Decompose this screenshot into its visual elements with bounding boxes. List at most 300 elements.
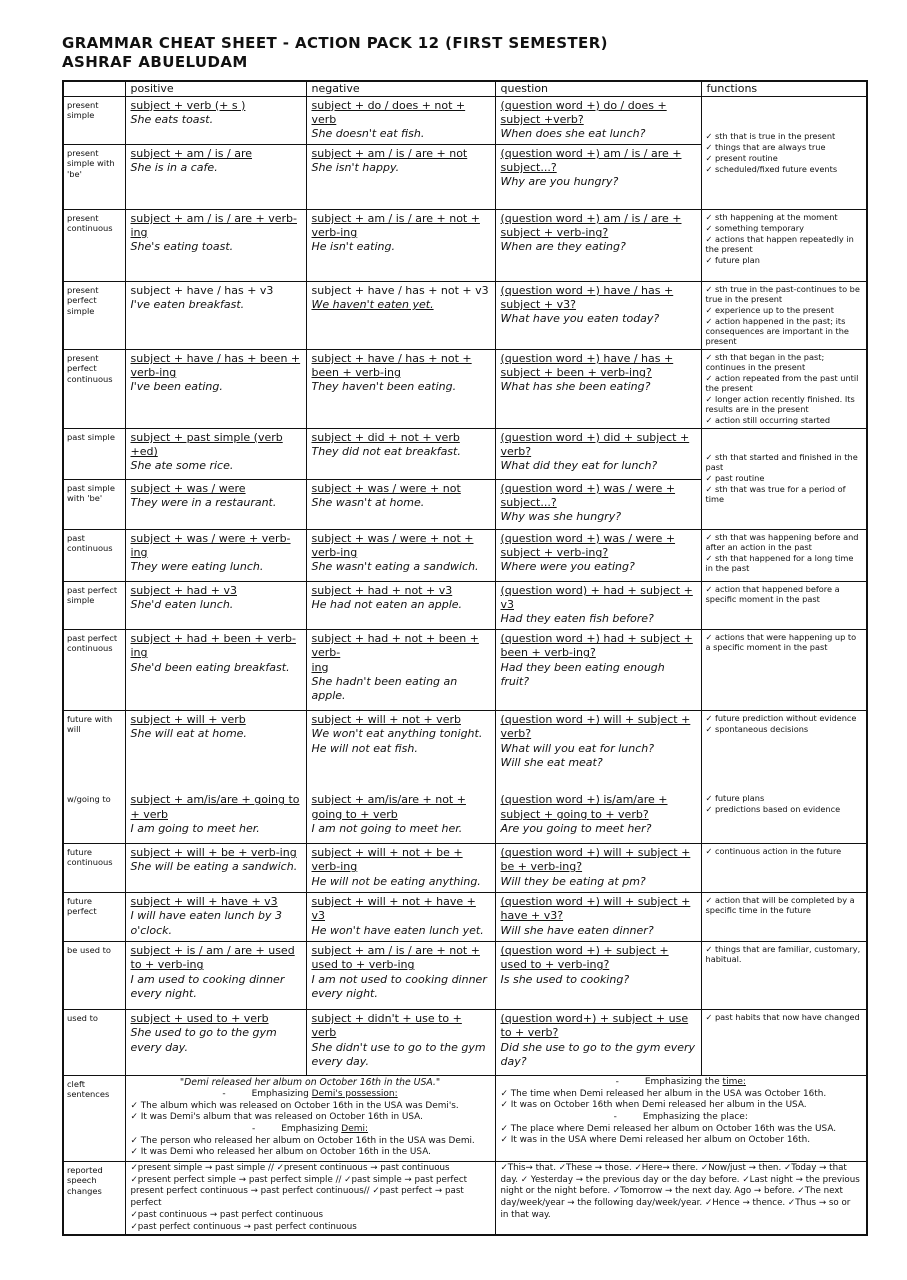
functions-cell — [701, 629, 867, 710]
function-item: ✓ actions that were happening up to a specific moment in the past — [705, 631, 857, 652]
formula-line: (question word +) will + subject + have + v3? — [500, 894, 691, 923]
function-item: ✓ sth that is true in the present — [705, 130, 836, 141]
formula-line: subject + have / has + not + v3 — [311, 283, 489, 297]
formula-line: subject + was / were + verb-ing — [130, 531, 291, 560]
pattern-group — [501, 713, 696, 771]
formula-line: subject + will + be + verb-ing — [130, 845, 297, 859]
function-item: ✓ sth that started and finished in the past — [705, 452, 858, 473]
function-item: ✓ things that are familiar, customary, habitual. — [705, 943, 861, 964]
tense-label: be used to — [63, 941, 125, 1009]
functions-cell — [701, 710, 867, 791]
negative-cell — [306, 1009, 495, 1075]
table-row — [63, 581, 867, 629]
positive-cell — [125, 529, 306, 581]
tense-label: present simple with 'be' — [63, 144, 125, 209]
emphasis-heading — [501, 1112, 862, 1124]
negative-cell — [306, 144, 495, 209]
formula-line: (question word +) had + subject + been + verb-ing? — [500, 631, 693, 660]
question-cell — [495, 710, 701, 791]
pattern-group — [501, 431, 696, 474]
example-line: She is in a cafe. — [130, 161, 218, 175]
pattern-group — [312, 99, 490, 142]
pattern-group — [501, 532, 696, 575]
tense-label: future continuous — [63, 843, 125, 892]
heading-prefix: Emphasizing — [251, 1089, 312, 1100]
example-line: She will eat at home. — [130, 727, 247, 741]
positive-cell — [125, 941, 306, 1009]
positive-cell — [125, 629, 306, 710]
cleft-example: ✓ The person who released her album on October 16th in the USA was Demi. — [130, 1135, 475, 1146]
function-item: ✓ action still occurring started — [705, 414, 831, 425]
heading-prefix: Emphasizing — [281, 1123, 342, 1134]
negative-cell — [306, 710, 495, 791]
negative-cell — [306, 892, 495, 941]
pattern-group — [312, 846, 490, 889]
example-line: She eats toast. — [130, 113, 214, 127]
pattern-group — [312, 632, 490, 704]
table-row — [63, 209, 867, 281]
formula-line: subject + will + verb — [130, 712, 246, 726]
negative-cell — [306, 791, 495, 843]
heading-emphasis: time: — [722, 1076, 746, 1087]
column-header: question — [495, 81, 701, 97]
example-line: They haven't been eating. — [311, 380, 457, 394]
tense-label: used to — [63, 1009, 125, 1075]
function-item: ✓ actions that happen repeatedly in the present — [705, 233, 854, 254]
tense-label: present simple — [63, 96, 125, 144]
pattern-group — [131, 632, 301, 675]
tense-label: w/going to — [63, 791, 125, 843]
formula-line: subject + will + not + have + v3 — [311, 894, 476, 923]
example-line: She ate some rice. — [130, 459, 234, 473]
dash-bullet: - — [613, 1111, 617, 1122]
question-cell — [495, 96, 701, 144]
example-line: She'd eaten lunch. — [130, 598, 234, 612]
cleft-example: ✓ The album which was released on October 16th in the USA was Demi's. — [130, 1100, 459, 1111]
formula-line: (question word +) have / has + subject + been + verb-ing? — [500, 351, 674, 380]
heading-prefix: Emphasizing the — [644, 1076, 723, 1087]
example-line: They were in a restaurant. — [130, 496, 277, 510]
question-cell — [495, 209, 701, 281]
formula-line: subject + is / am / are + used to + verb-ing — [130, 943, 295, 972]
dash-bullet: - — [251, 1123, 256, 1134]
tense-label: past perfect simple — [63, 581, 125, 629]
example-line: She hadn't been eating an apple. — [311, 674, 458, 703]
functions-cell — [701, 791, 867, 843]
formula-line: subject + am / is / are + verb-ing — [130, 211, 297, 240]
formula-line: subject + had + v3 — [130, 583, 237, 597]
formula-line: subject + am / is / are — [130, 146, 253, 160]
tense-label: past continuous — [63, 529, 125, 581]
tense-label: past simple with 'be' — [63, 479, 125, 529]
function-item: ✓ sth that began in the past; continues in the present — [705, 351, 825, 372]
functions-cell — [701, 209, 867, 281]
example-line: I am not going to meet her. — [311, 822, 463, 836]
author-name: ASHRAF ABUELUDAM — [62, 52, 248, 71]
example-line: We won't eat anything tonight. — [311, 727, 483, 741]
question-cell — [495, 629, 701, 710]
table-row — [63, 892, 867, 941]
example-line: She's eating toast. — [130, 240, 234, 254]
example-line: Will she eat meat? — [500, 756, 603, 770]
example-line: Where were you eating? — [500, 560, 635, 574]
formula-line: (question word +) have / has + subject + v3? — [500, 283, 674, 312]
pattern-group — [501, 352, 696, 395]
function-item: ✓ future plan — [705, 254, 760, 265]
positive-cell — [125, 581, 306, 629]
function-item: ✓ things that are always true — [705, 141, 826, 152]
question-cell — [495, 791, 701, 843]
pattern-group — [501, 482, 696, 525]
formula-line: subject + will + not + be + verb-ing — [311, 845, 463, 874]
table-row — [63, 629, 867, 710]
example-line: They were eating lunch. — [130, 560, 264, 574]
pattern-group — [501, 944, 696, 987]
pattern-group — [131, 284, 301, 313]
tense-shift-line: ✓past continuous → past perfect continuous — [130, 1209, 323, 1220]
example-line: She wasn't eating a sandwich. — [311, 560, 479, 574]
positive-cell — [125, 479, 306, 529]
table-row — [63, 791, 867, 843]
question-cell — [495, 281, 701, 349]
tense-label: present perfect simple — [63, 281, 125, 349]
example-line: We haven't eaten yet. — [311, 298, 434, 312]
example-line: Will she have eaten dinner? — [500, 923, 654, 937]
functions-cell — [701, 96, 867, 209]
positive-cell — [125, 428, 306, 479]
example-line: He had not eaten an apple. — [311, 598, 463, 612]
example-line: He isn't eating. — [311, 240, 395, 254]
negative-cell — [306, 529, 495, 581]
pattern-group — [131, 99, 301, 128]
pattern-group — [312, 1012, 490, 1070]
cleft-example: ✓ The time when Demi released her album in the USA was October 16th. — [500, 1088, 827, 1099]
grammar-cheat-sheet-table — [62, 80, 868, 1237]
example-line: Why was she hungry? — [500, 510, 622, 524]
pattern-group — [501, 147, 696, 190]
positive-cell — [125, 209, 306, 281]
negative-cell — [306, 428, 495, 479]
example-line: I've eaten breakfast. — [130, 298, 245, 312]
negative-cell — [306, 209, 495, 281]
pattern-group — [501, 284, 696, 327]
pattern-group — [501, 632, 696, 690]
function-item: ✓ sth happening at the moment — [705, 211, 838, 222]
cleft-quote: "Demi released her album on October 16th in the USA." — [179, 1076, 441, 1088]
heading-emphasis: Demi: — [341, 1123, 369, 1134]
pattern-group — [501, 895, 696, 938]
example-line: They did not eat breakfast. — [311, 445, 461, 459]
tense-label: future perfect — [63, 892, 125, 941]
formula-line: subject + do / does + not + verb — [311, 98, 466, 127]
column-header: negative — [306, 81, 495, 97]
heading-emphasis: Demi's possession: — [311, 1089, 398, 1100]
dash-bullet: - — [615, 1076, 619, 1087]
formula-line: (question word +) will + subject + verb? — [500, 712, 691, 741]
cleft-left-cell — [125, 1075, 495, 1161]
time-word-shifts: ✓This→ that. ✓These → those. ✓Here→ there. ✓Now/just → then. ✓Today → that day. ✓ Yesterday → the previous day or the day before. ✓Last night → the previous night or the night before. ✓Tomorrow → the next day. Ago → before. ✓The next day/week/year → the following day/week/year. ✓Hence → thence. ✓Thus → so or in that way. — [500, 1162, 860, 1220]
positive-cell — [125, 791, 306, 843]
pattern-group — [131, 482, 301, 511]
negative-cell — [306, 941, 495, 1009]
example-line: Had they eaten fish before? — [500, 612, 654, 626]
formula-line: subject + was / were + not — [311, 481, 461, 495]
example-line: He won't have eaten lunch yet. — [311, 923, 484, 937]
example-line: What have you eaten today? — [500, 312, 660, 326]
column-header: functions — [701, 81, 867, 97]
function-item: ✓ action repeated from the past until the present — [705, 372, 859, 393]
example-line: I've been eating. — [130, 380, 223, 394]
formula-line: subject + had + not + v3 — [311, 583, 453, 597]
formula-line: subject + verb (+ s ) — [130, 98, 246, 112]
pattern-group — [131, 431, 301, 474]
pattern-group — [131, 352, 301, 395]
formula-line: (question word +) am / is / are + — [500, 146, 682, 160]
example-line: When are they eating? — [500, 240, 626, 254]
question-cell — [495, 941, 701, 1009]
heading-prefix: Emphasizing the place: — [642, 1111, 748, 1122]
pattern-group — [131, 793, 301, 836]
function-item: ✓ past habits that now have changed — [705, 1011, 860, 1022]
pattern-group — [312, 284, 490, 313]
table-row — [63, 1075, 867, 1161]
formula-line: (question word +) was / were + subject + verb-ing? — [500, 531, 676, 560]
formula-line: (question word +) did + subject + verb? — [500, 430, 690, 459]
function-item: ✓ something temporary — [705, 222, 804, 233]
table-row — [63, 529, 867, 581]
pattern-group — [312, 147, 490, 176]
function-item: ✓ action that will be completed by a specific time in the future — [705, 894, 855, 915]
functions-cell — [701, 281, 867, 349]
example-line: I am going to meet her. — [130, 822, 260, 836]
functions-cell — [701, 1009, 867, 1075]
question-cell — [495, 892, 701, 941]
example-line: What did they eat for lunch? — [500, 459, 658, 473]
formula-line: subject + didn't + use to + verb — [311, 1011, 462, 1040]
pattern-group — [312, 431, 490, 460]
pattern-group — [131, 944, 301, 1002]
formula-line: subject + did + not + verb — [311, 430, 460, 444]
negative-cell — [306, 581, 495, 629]
functions-cell — [701, 529, 867, 581]
pattern-group — [312, 713, 490, 756]
functions-cell — [701, 428, 867, 529]
function-item: ✓ sth that happened for a long time in the past — [705, 552, 854, 573]
formula-line: (question word+) + subject + use to + verb? — [500, 1011, 689, 1040]
table-row — [63, 96, 867, 144]
cleft-example: ✓ It was Demi who released her album on October 16th in the USA. — [130, 1147, 431, 1158]
pattern-group — [312, 584, 490, 613]
tense-label: reported speech changes — [63, 1161, 125, 1235]
functions-cell — [701, 349, 867, 428]
pattern-group — [312, 532, 490, 575]
example-line: Why are you hungry? — [500, 175, 619, 189]
question-cell — [495, 1009, 701, 1075]
example-line: He will not be eating anything. — [311, 874, 481, 888]
example-line: She doesn't eat fish. — [311, 127, 425, 141]
functions-cell — [701, 941, 867, 1009]
functions-cell — [701, 892, 867, 941]
pattern-group — [312, 793, 490, 836]
tense-label: past simple — [63, 428, 125, 479]
function-item: ✓ sth that was happening before and after an action in the past — [705, 531, 859, 552]
pattern-group — [131, 713, 301, 742]
example-line: Will they be eating at pm? — [500, 874, 646, 888]
example-line: She will be eating a sandwich. — [130, 860, 298, 874]
question-cell — [495, 349, 701, 428]
pattern-group — [312, 212, 490, 255]
formula-line: ing — [311, 660, 329, 674]
formula-line: subject...? — [500, 161, 557, 175]
function-item: ✓ predictions based on evidence — [705, 804, 841, 815]
example-line: She didn't use to go to the gym every day. — [311, 1040, 486, 1069]
cleft-example: ✓ It was Demi's album that was released on October 16th in USA. — [130, 1112, 423, 1123]
formula-line: (question word +) do / does + subject +verb? — [500, 98, 667, 127]
function-item: ✓ past routine — [705, 473, 765, 484]
function-item: ✓ present routine — [705, 152, 778, 163]
emphasis-heading — [501, 1077, 862, 1089]
dash-bullet: - — [222, 1089, 226, 1100]
table-row — [63, 1161, 867, 1235]
question-cell — [495, 581, 701, 629]
tense-shift-line: ✓past perfect continuous → past perfect continuous — [130, 1221, 357, 1232]
formula-line: subject + am/is/are + going to + verb — [130, 793, 300, 821]
formula-line: subject + am / is / are + not — [311, 146, 468, 160]
pattern-group — [312, 944, 490, 1002]
example-line: I will have eaten lunch by 3 o'clock. — [130, 909, 282, 937]
example-line: I am not used to cooking dinner every night. — [311, 972, 487, 1001]
example-line: Had they been eating enough fruit? — [500, 660, 665, 689]
pattern-group — [131, 895, 301, 938]
table-row — [63, 281, 867, 349]
table-row — [63, 941, 867, 1009]
function-item: ✓ scheduled/fixed future events — [705, 163, 838, 174]
question-cell — [495, 428, 701, 479]
question-cell — [495, 144, 701, 209]
tense-label: cleft sentences — [63, 1075, 125, 1161]
function-item: ✓ experience up to the present — [705, 304, 834, 315]
table-row — [63, 843, 867, 892]
cleft-example: ✓ It was in the USA where Demi released her album on October 16th. — [500, 1135, 811, 1146]
question-cell — [495, 529, 701, 581]
functions-cell — [701, 581, 867, 629]
formula-line: (question word) + had + subject + v3 — [500, 583, 693, 612]
example-line: Is she used to cooking? — [500, 972, 630, 986]
formula-line: (question word +) + subject + used to + verb-ing? — [500, 943, 669, 972]
functions-cell — [701, 843, 867, 892]
function-item: ✓ sth that was true for a period of time — [705, 484, 846, 505]
formula-line: (question word +) was / were + subject...? — [500, 481, 676, 510]
function-item: ✓ action that happened before a specific moment in the past — [705, 583, 840, 604]
question-cell — [495, 843, 701, 892]
formula-line: subject + will + have + v3 — [130, 894, 278, 908]
positive-cell — [125, 1009, 306, 1075]
positive-cell — [125, 96, 306, 144]
negative-cell — [306, 96, 495, 144]
corner-cell — [63, 81, 125, 97]
formula-line: subject + have / has + been + verb-ing — [130, 351, 301, 380]
pattern-group — [501, 793, 696, 836]
example-line: She isn't happy. — [311, 161, 400, 175]
pattern-group — [131, 212, 301, 255]
tense-label: present perfect continuous — [63, 349, 125, 428]
tense-label: present continuous — [63, 209, 125, 281]
emphasis-heading — [131, 1124, 490, 1136]
pattern-group — [131, 147, 301, 176]
pattern-group — [501, 846, 696, 889]
tense-shift-line: present perfect continuous → past perfect continuous// ✓past perfect → past perfect — [130, 1186, 464, 1209]
formula-line: subject + was / were + not + verb-ing — [311, 531, 474, 560]
example-line: She used to go to the gym every day. — [130, 1026, 277, 1054]
example-line: What will you eat for lunch? — [500, 741, 655, 755]
function-item: ✓ action happened in the past; its consequences are important in the present — [705, 315, 849, 346]
function-item: ✓ longer action recently finished. Its results are in the present — [705, 393, 855, 414]
pattern-group — [501, 212, 696, 255]
table-row — [63, 349, 867, 428]
pattern-group — [501, 99, 696, 142]
page-title: GRAMMAR CHEAT SHEET - ACTION PACK 12 (FIRST SEMESTER) — [62, 34, 608, 52]
formula-line: (question word +) is/am/are + subject + going to + verb? — [500, 793, 668, 821]
function-item: ✓ continuous action in the future — [705, 845, 842, 856]
negative-cell — [306, 629, 495, 710]
question-cell — [495, 479, 701, 529]
positive-cell — [125, 144, 306, 209]
positive-cell — [125, 710, 306, 791]
formula-line: subject + had + been + verb-ing — [130, 631, 296, 660]
example-line: When does she eat lunch? — [500, 127, 646, 141]
example-line: Did she use to go to the gym every day? — [500, 1040, 696, 1069]
example-line: She'd been eating breakfast. — [130, 660, 290, 674]
cleft-example: ✓ The place where Demi released her album on October 16th was the USA. — [500, 1123, 837, 1134]
formula-line: subject + am/is/are + not + going to + verb — [311, 793, 466, 821]
negative-cell — [306, 843, 495, 892]
example-line: What has she been eating? — [500, 380, 651, 394]
column-header: positive — [125, 81, 306, 97]
reported-left-cell — [125, 1161, 495, 1235]
reported-right-cell — [495, 1161, 867, 1235]
pattern-group — [131, 532, 301, 575]
pattern-group — [312, 895, 490, 938]
function-item: ✓ future plans — [705, 793, 765, 804]
formula-line: (question word +) will + subject + be + verb-ing? — [500, 845, 691, 874]
pattern-group — [312, 352, 490, 395]
function-item: ✓ spontaneous decisions — [705, 723, 809, 734]
formula-line: subject + have / has + not + been + verb-ing — [311, 351, 472, 380]
pattern-group — [501, 584, 696, 627]
formula-line: subject + verb-ing? — [500, 226, 609, 240]
pattern-group — [131, 584, 301, 613]
negative-cell — [306, 281, 495, 349]
example-line: She wasn't at home. — [311, 496, 425, 510]
example-line: Are you going to meet her? — [500, 822, 652, 836]
table-row — [63, 710, 867, 791]
tense-label: future with will — [63, 710, 125, 791]
emphasis-heading — [131, 1089, 490, 1101]
pattern-group — [312, 482, 490, 511]
formula-line: subject + used to + verb — [130, 1011, 269, 1025]
formula-line: subject + am / is / are + not + verb-ing — [311, 211, 480, 240]
tense-shift-line: ✓present simple → past simple // ✓present continuous → past continuous — [130, 1162, 450, 1173]
formula-line: (question word +) am / is / are + — [500, 211, 682, 225]
positive-cell — [125, 281, 306, 349]
formula-line: subject + past simple (verb +ed) — [130, 430, 283, 459]
formula-line: subject + have / has + v3 — [130, 283, 274, 297]
positive-cell — [125, 843, 306, 892]
positive-cell — [125, 892, 306, 941]
table-row — [63, 1009, 867, 1075]
formula-line: subject + had + not + been + verb- — [311, 631, 479, 660]
function-item: ✓ sth true in the past-continues to be true in the present — [705, 283, 860, 304]
